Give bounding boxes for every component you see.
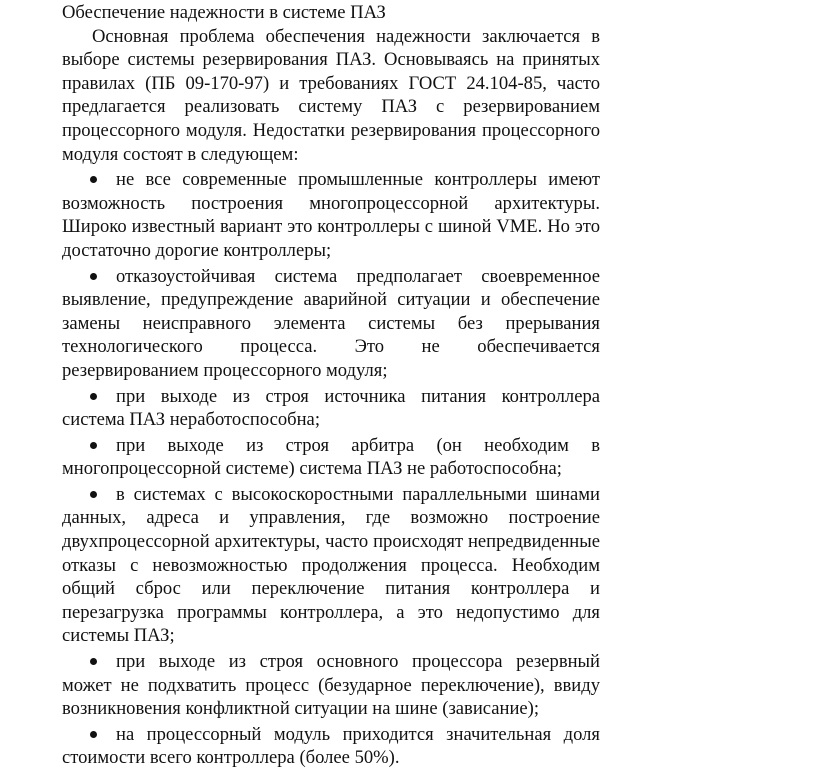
bullet-dot-icon <box>90 434 100 458</box>
list-item-text: при выходе из строя основного процессора резервный может не подхватить процесс (безударное переключение), ввиду возникновения конфликтной ситуации на шине (зависание); <box>62 651 600 720</box>
bullet-dot-icon <box>90 385 100 409</box>
list-item <box>62 432 600 481</box>
list-item <box>62 263 600 383</box>
list-item <box>62 721 600 770</box>
intro-paragraph: Основная проблема обеспечения надежности заключается в выборе системы резервирования ПАЗ. Основываясь на принятых правилах (ПБ 09-170-97) и требованиях ГОСТ 24.104-85, часто предлагается реализовать систему ПАЗ с резервированием процессорного модуля. Недостатки резервирования процессорного модуля состоят в следующем: <box>62 25 600 165</box>
list-item-text: в системах с высокоскоростными параллельными шинами данных, адреса и управления, где возможно построение двухпроцессорной архитектуры, часто происходят непредвиденные отказы с невозможностью продолжения процесса. Необходим общий сброс или переключение питания контроллера и перезагрузка программы контроллера, а это недопустимо для системы ПАЗ; <box>62 483 600 647</box>
list-item-text: не все современные промышленные контроллеры имеют возможность построения многопроцессорной архитектуры. Широко известный вариант это контроллеры с шиной VME. Но это достаточно дорогие контроллеры; <box>62 169 600 261</box>
list-item <box>62 481 600 648</box>
bullet-dot-icon <box>90 483 100 507</box>
list-item-text: на процессорный модуль приходится значительная доля стоимости всего контроллера (более 50%). <box>62 723 600 769</box>
list-item <box>62 648 600 721</box>
list-item-text: при выходе из строя арбитра (он необходим в многопроцессорной системе) система ПАЗ не работоспособна; <box>62 434 600 480</box>
list-item <box>62 383 600 432</box>
list-item-text: при выходе из строя источника питания контроллера система ПАЗ неработоспособна; <box>62 385 600 431</box>
list-item <box>62 166 600 262</box>
document-page <box>62 0 600 770</box>
drawbacks-list <box>62 166 600 770</box>
bullet-dot-icon <box>90 265 100 289</box>
bullet-dot-icon <box>90 168 100 192</box>
document-title: Обеспечение надежности в системе ПАЗ <box>62 2 386 23</box>
bullet-dot-icon <box>90 650 100 674</box>
bullet-dot-icon <box>90 723 100 747</box>
list-item-text: отказоустойчивая система предполагает своевременное выявление, предупреждение аварийной ситуации и обеспечение замены неисправного элемента системы без прерывания технологического процесса. Это не обеспечивается резервированием процессорного модуля; <box>62 265 600 381</box>
